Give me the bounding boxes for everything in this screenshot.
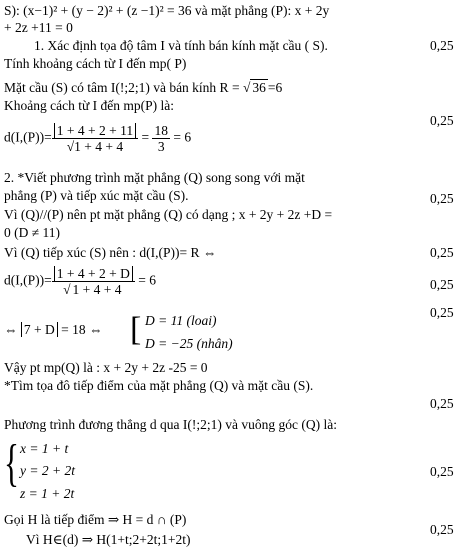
sphere-text: Mặt cầu (S) có tâm I(!;2;1) và bán kính R =	[4, 80, 243, 95]
line-d-label: Phương trình đương thẳng d qua I(!;2;1) và vuông góc (Q) là:	[4, 417, 337, 432]
fraction-18-3: $\frac{18}{3}$	[154, 123, 168, 154]
part2-heading-line2: phẳng (P) và tiếp xúc mặt cầu (S).	[4, 188, 189, 203]
tangent-point-param: Vì H∈(d) ⇒ H(1+t;2+2t;1+2t)	[26, 532, 191, 547]
plane-q-form-line1: Vì (Q)//(P) nên pt mặt phẳng (Q) có dạng ; x + 2y + 2z +D =	[4, 207, 333, 222]
plane-q-form-line2: 0 (D ≠ 11)	[4, 225, 61, 240]
score-1: 0,25	[430, 38, 454, 53]
score-2: 0,25	[430, 113, 454, 128]
score-5: 0,25	[430, 277, 454, 292]
part2-heading-line1: 2. *Viết phương trình mặt phẳng (Q) song song với mặt	[4, 170, 305, 185]
sqrt-36: √ 36	[242, 80, 266, 95]
abs-equation: ⇔ 7 + D = 18 ⇔	[4, 322, 103, 337]
problem-statement-line1: S): (x−1)² + (y − 2)² + (z −1)² = 36 và mặt phẳng (P): x + 2y	[4, 3, 330, 18]
case-d-minus-25: D = −25 (nhân)	[145, 336, 233, 351]
distance-label: Khoảng cách từ I đến mp(P) là:	[4, 98, 175, 113]
score-7: 0,25	[430, 396, 454, 411]
tangent-condition: Vì (Q) tiếp xúc (S) nên : d(I,(P))= R ⇔	[4, 245, 217, 260]
cases-bracket: [	[130, 311, 142, 348]
param-z: z = 1 + 2t	[20, 486, 75, 501]
tangent-equation: d(I,(P))= $\frac{1 + 4 + 2 + D}{√ 1 + 4 + 4}$ = 6	[4, 266, 156, 297]
distance-fraction: $\frac{1 + 4 + 2 + 11}{√1 + 4 + 4}$	[52, 123, 138, 154]
distance-formula: d(I,(P))= $\frac{1 + 4 + 2 + 11}{√1 + 4 + 4}$ = $\frac{18}{3}$ = 6	[4, 123, 192, 154]
score-6: 0,25	[430, 305, 454, 320]
tangent-point-def: Gọi H là tiếp điểm ⇒ H = d ∩ (P)	[4, 512, 187, 527]
sphere-center-radius	[4, 80, 282, 95]
case-d-11: D = 11 (loai)	[145, 313, 217, 328]
score-8: 0,25	[430, 464, 454, 479]
part1-subheading: Tính khoảng cách từ I đến mp( P)	[4, 56, 187, 71]
part1-heading: 1. Xác định tọa độ tâm I và tính bán kính mặt cầu ( S).	[34, 38, 328, 53]
part3-heading: *Tìm tọa đô tiếp điểm của mặt phẳng (Q) và mặt cầu (S).	[4, 378, 314, 393]
sphere-text-end: =6	[267, 80, 283, 95]
param-y: y = 2 + 2t	[20, 463, 75, 478]
param-x: x = 1 + t	[20, 441, 69, 456]
system-brace: {	[4, 435, 19, 492]
score-9: 0,25	[430, 522, 454, 537]
plane-q-result: Vậy pt mp(Q) là : x + 2y + 2z -25 = 0	[4, 360, 208, 375]
score-3: 0,25	[430, 191, 454, 206]
tangent-fraction: $\frac{1 + 4 + 2 + D}{√ 1 + 4 + 4}$	[52, 266, 135, 297]
score-4: 0,25	[430, 245, 454, 260]
problem-statement-line2: + 2z +11 = 0	[4, 20, 73, 35]
